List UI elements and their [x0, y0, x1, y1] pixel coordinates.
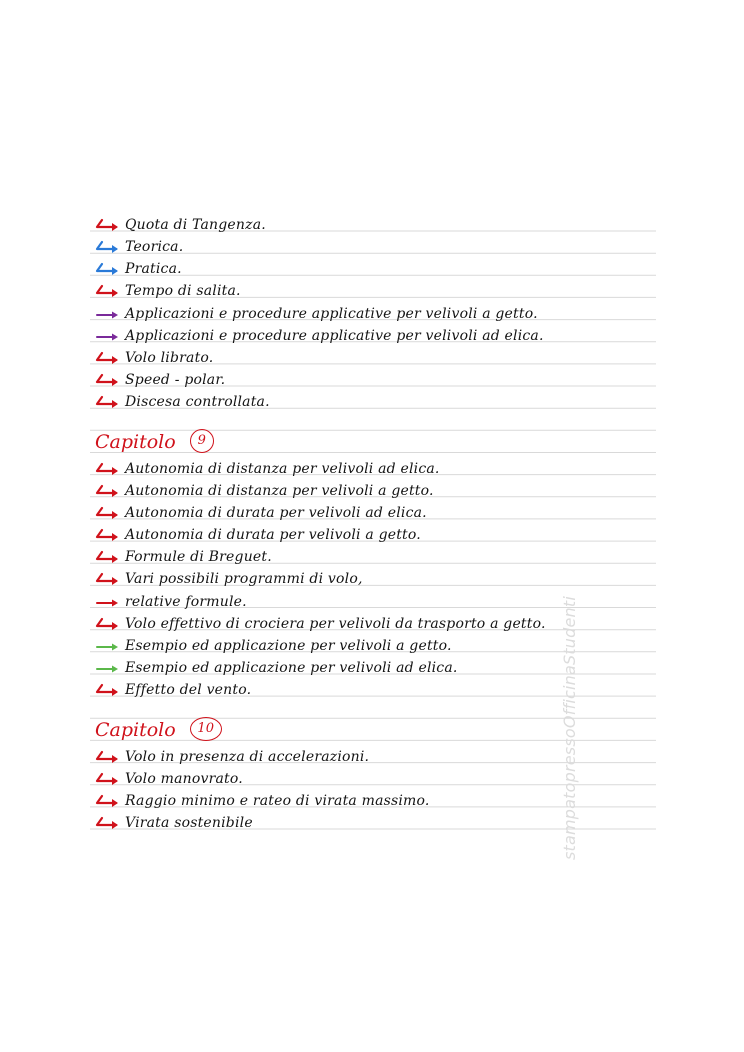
hook-arrow-icon	[95, 616, 123, 632]
note-text: Tempo di salita.	[125, 283, 241, 300]
note-line	[95, 676, 251, 698]
note-text: Raggio minimo e rateo di virata massimo.	[125, 792, 430, 809]
chapter-number-badge: 10	[190, 717, 222, 741]
hook-arrow-icon	[95, 815, 123, 831]
hook-arrow-icon	[95, 749, 123, 765]
hook-arrow-icon	[95, 372, 123, 388]
note-text: Discesa controllata.	[125, 394, 270, 411]
note-line	[95, 809, 253, 831]
note-line	[95, 521, 421, 543]
hook-arrow-icon	[95, 771, 123, 787]
note-text: Autonomia di durata per velivoli a getto.	[125, 527, 421, 544]
note-line	[95, 565, 363, 587]
hook-arrow-icon	[95, 394, 123, 410]
chapter-heading	[95, 425, 214, 453]
note-text: Applicazioni e procedure applicative per velivoli a getto.	[125, 305, 538, 322]
hook-arrow-icon	[95, 217, 123, 233]
hook-arrow-icon	[95, 527, 123, 543]
note-line	[95, 300, 538, 322]
note-line	[95, 455, 440, 477]
hook-arrow-icon	[95, 239, 123, 255]
note-text: Volo librato.	[125, 349, 214, 366]
arrow-icon	[95, 306, 123, 322]
note-text: Autonomia di distanza per velivoli ad elica.	[125, 460, 440, 477]
note-text: Esempio ed applicazione per velivoli a getto.	[125, 637, 452, 654]
note-text: Volo effettivo di crociera per velivoli da trasporto a getto.	[125, 615, 546, 632]
note-line	[95, 322, 544, 344]
note-text: Formule di Breguet.	[125, 549, 272, 566]
hook-arrow-icon	[95, 571, 123, 587]
note-line	[95, 632, 452, 654]
hook-arrow-icon	[95, 283, 123, 299]
note-text: Volo in presenza di accelerazioni.	[125, 748, 370, 765]
hook-arrow-icon	[95, 261, 123, 277]
note-line	[95, 233, 183, 255]
hook-arrow-icon	[95, 505, 123, 521]
hook-arrow-icon	[95, 461, 123, 477]
arrow-icon	[95, 660, 123, 676]
note-line	[95, 344, 213, 366]
note-line	[95, 765, 243, 787]
hook-arrow-icon	[95, 483, 123, 499]
note-text: Autonomia di durata per velivoli ad elica.	[125, 505, 427, 521]
note-text: Virata sostenibile	[125, 815, 253, 831]
note-line	[95, 610, 546, 632]
arrow-icon	[95, 594, 123, 610]
note-line	[95, 588, 247, 610]
note-line	[95, 211, 266, 233]
note-line	[95, 366, 225, 388]
note-text: Quota di Tangenza.	[125, 217, 266, 233]
note-text: Pratica.	[125, 261, 182, 278]
note-line	[95, 499, 427, 521]
note-text: relative formule.	[125, 593, 247, 610]
chapter-number-badge: 9	[190, 429, 214, 453]
note-line	[95, 255, 182, 277]
watermark: stampatopressoOfficinaStudenti	[560, 596, 579, 860]
note-line	[95, 277, 241, 299]
arrow-icon	[95, 328, 123, 344]
note-line	[95, 787, 430, 809]
chapter-heading	[95, 713, 222, 741]
note-text: Autonomia di distanza per velivoli a getto.	[125, 482, 434, 499]
note-line	[95, 477, 434, 499]
note-text: Vari possibili programmi di volo,	[125, 571, 363, 588]
hook-arrow-icon	[95, 549, 123, 565]
note-text: Teorica.	[125, 239, 184, 256]
note-line	[95, 543, 272, 565]
note-line	[95, 388, 270, 410]
chapter-title: Capitolo	[95, 430, 176, 453]
chapter-title: Capitolo	[95, 718, 176, 741]
note-line	[95, 743, 369, 765]
note-text: Effetto del vento.	[125, 682, 252, 699]
note-text: Speed - polar.	[125, 372, 226, 388]
note-text: Applicazioni e procedure applicative per velivoli ad elica.	[125, 327, 544, 344]
note-text: Esempio ed applicazione per velivoli ad elica.	[125, 660, 458, 676]
note-line	[95, 654, 458, 676]
hook-arrow-icon	[95, 682, 123, 698]
hook-arrow-icon	[95, 793, 123, 809]
hook-arrow-icon	[95, 350, 123, 366]
note-text: Volo manovrato.	[125, 770, 243, 787]
arrow-icon	[95, 638, 123, 654]
